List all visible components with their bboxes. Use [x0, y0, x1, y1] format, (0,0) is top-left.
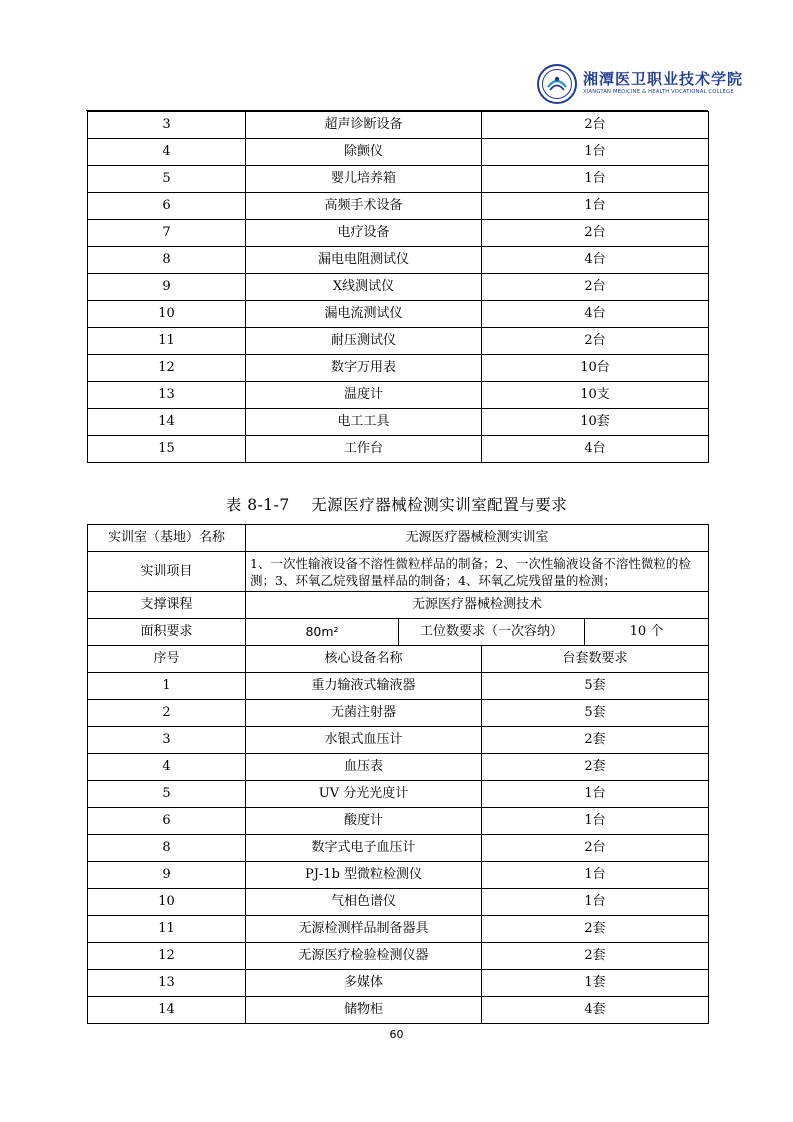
- passive-device-lab-table: [87, 524, 709, 1024]
- room-name-value: 无源医疗器械检测实训室: [246, 525, 709, 552]
- area-label: 面积要求: [88, 619, 246, 646]
- table-row: [88, 166, 709, 193]
- equipment-quantity: 1台: [482, 193, 709, 220]
- training-project-value: 1、一次性输液设备不溶性微粒样品的制备；2、一次性输液设备不溶性微粒的检测；3、环氧乙烷残留量样品的制备；4、环氧乙烷残留量的检测；: [246, 552, 709, 592]
- table-row: [88, 727, 709, 754]
- row-number: 12: [88, 355, 246, 382]
- equipment-name: PJ-1b 型微粒检测仪: [246, 862, 482, 889]
- college-logo: [537, 64, 744, 110]
- table-row: [88, 835, 709, 862]
- support-course-row: [88, 592, 709, 619]
- college-emblem-icon: [537, 64, 577, 104]
- equipment-name: 水银式血压计: [246, 727, 482, 754]
- col-header-qty: 台套数要求: [482, 646, 709, 673]
- row-number: 4: [88, 754, 246, 781]
- table-row: [88, 862, 709, 889]
- table-row: [88, 673, 709, 700]
- table-row: [88, 193, 709, 220]
- equipment-quantity: 1套: [482, 970, 709, 997]
- equipment-name: 高频手术设备: [246, 193, 482, 220]
- table-row: [88, 808, 709, 835]
- row-number: 14: [88, 997, 246, 1024]
- station-value: 10 个: [585, 619, 709, 646]
- equipment-quantity: 1台: [482, 862, 709, 889]
- equipment-name: 无源检测样品制备器具: [246, 916, 482, 943]
- row-number: 3: [88, 727, 246, 754]
- equipment-quantity: 4台: [482, 436, 709, 463]
- training-project-row: [88, 552, 709, 592]
- equipment-quantity: 2台: [482, 220, 709, 247]
- row-number: 13: [88, 382, 246, 409]
- equipment-name: 无源医疗检验检测仪器: [246, 943, 482, 970]
- equipment-name: 数字式电子血压计: [246, 835, 482, 862]
- equipment-quantity: 5套: [482, 700, 709, 727]
- row-number: 10: [88, 889, 246, 916]
- row-number: 6: [88, 193, 246, 220]
- college-name-en: XIANGTAN MEDICINE & HEALTH VOCATIONAL COLLEGE: [583, 89, 734, 95]
- equipment-quantity: 4台: [482, 301, 709, 328]
- row-number: 4: [88, 139, 246, 166]
- area-row: [88, 619, 709, 646]
- room-name-label: 实训室（基地）名称: [88, 525, 246, 552]
- table-row: [88, 247, 709, 274]
- equipment-quantity: 2套: [482, 727, 709, 754]
- equipment-quantity: 1台: [482, 889, 709, 916]
- table-row: [88, 328, 709, 355]
- equipment-name: 耐压测试仪: [246, 328, 482, 355]
- equipment-name: 电工工具: [246, 409, 482, 436]
- row-number: 15: [88, 436, 246, 463]
- area-value: 80m²: [246, 619, 399, 646]
- equipment-table-continued: [87, 111, 709, 463]
- equipment-quantity: 1台: [482, 139, 709, 166]
- col-header-no: 序号: [88, 646, 246, 673]
- row-number: 5: [88, 166, 246, 193]
- row-number: 3: [88, 112, 246, 139]
- support-course-label: 支撑课程: [88, 592, 246, 619]
- equipment-name: UV 分光光度计: [246, 781, 482, 808]
- equipment-name: 储物柜: [246, 997, 482, 1024]
- equipment-quantity: 2台: [482, 835, 709, 862]
- equipment-name: 工作台: [246, 436, 482, 463]
- row-number: 9: [88, 274, 246, 301]
- equipment-name: 无菌注射器: [246, 700, 482, 727]
- row-number: 5: [88, 781, 246, 808]
- college-name: 湘潭医卫职业技术学院: [583, 70, 744, 88]
- table-row: [88, 220, 709, 247]
- support-course-value: 无源医疗器械检测技术: [246, 592, 709, 619]
- row-number: 12: [88, 943, 246, 970]
- equipment-name: 漏电流测试仪: [246, 301, 482, 328]
- equipment-name: 血压表: [246, 754, 482, 781]
- equipment-name: 温度计: [246, 382, 482, 409]
- table-row: [88, 139, 709, 166]
- table-row: [88, 112, 709, 139]
- equipment-quantity: 1台: [482, 781, 709, 808]
- equipment-name: 婴儿培养箱: [246, 166, 482, 193]
- equipment-quantity: 10支: [482, 382, 709, 409]
- row-number: 9: [88, 862, 246, 889]
- equipment-name: X线测试仪: [246, 274, 482, 301]
- training-project-label: 实训项目: [88, 552, 246, 592]
- row-number: 2: [88, 700, 246, 727]
- equipment-name: 酸度计: [246, 808, 482, 835]
- table-row: [88, 274, 709, 301]
- table-row: [88, 889, 709, 916]
- equipment-quantity: 2台: [482, 328, 709, 355]
- table-row: [88, 943, 709, 970]
- room-name-row: [88, 525, 709, 552]
- equipment-quantity: 1台: [482, 808, 709, 835]
- row-number: 13: [88, 970, 246, 997]
- row-number: 8: [88, 835, 246, 862]
- equipment-quantity: 2套: [482, 943, 709, 970]
- table-title: 表 8-1-7 无源医疗器械检测实训室配置与要求: [225, 496, 568, 514]
- row-number: 14: [88, 409, 246, 436]
- equipment-name: 漏电电阻测试仪: [246, 247, 482, 274]
- station-label: 工位数要求（一次容纳）: [399, 619, 585, 646]
- equipment-quantity: 10台: [482, 355, 709, 382]
- row-number: 11: [88, 328, 246, 355]
- row-number: 6: [88, 808, 246, 835]
- table-row: [88, 754, 709, 781]
- table-row: [88, 436, 709, 463]
- col-header-name: 核心设备名称: [246, 646, 482, 673]
- equipment-quantity: 2套: [482, 916, 709, 943]
- table-row: [88, 382, 709, 409]
- equipment-quantity: 5套: [482, 673, 709, 700]
- equipment-quantity: 1台: [482, 166, 709, 193]
- equipment-name: 电疗设备: [246, 220, 482, 247]
- table-row: [88, 700, 709, 727]
- equipment-quantity: 2台: [482, 112, 709, 139]
- equipment-name: 多媒体: [246, 970, 482, 997]
- equipment-name: 除颤仪: [246, 139, 482, 166]
- row-number: 11: [88, 916, 246, 943]
- row-number: 1: [88, 673, 246, 700]
- equipment-quantity: 2台: [482, 274, 709, 301]
- equipment-name: 重力输液式输液器: [246, 673, 482, 700]
- equipment-quantity: 4套: [482, 997, 709, 1024]
- row-number: 10: [88, 301, 246, 328]
- table-row: [88, 301, 709, 328]
- row-number: 7: [88, 220, 246, 247]
- equipment-quantity: 2套: [482, 754, 709, 781]
- equipment-name: 气相色谱仪: [246, 889, 482, 916]
- table-row: [88, 781, 709, 808]
- table-row: [88, 997, 709, 1024]
- equipment-quantity: 4台: [482, 247, 709, 274]
- table-row: [88, 409, 709, 436]
- equipment-name: 数字万用表: [246, 355, 482, 382]
- table-row: [88, 355, 709, 382]
- column-header-row: [88, 646, 709, 673]
- page-number: 60: [389, 1028, 404, 1041]
- table-row: [88, 916, 709, 943]
- table-row: [88, 970, 709, 997]
- equipment-name: 超声诊断设备: [246, 112, 482, 139]
- equipment-quantity: 10套: [482, 409, 709, 436]
- row-number: 8: [88, 247, 246, 274]
